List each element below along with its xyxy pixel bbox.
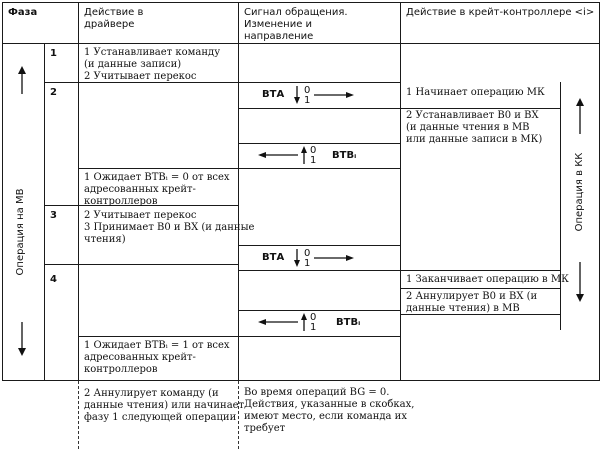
sig3-top (238, 245, 400, 246)
signal2-up-arrow-icon (300, 146, 308, 164)
signal2-name: ВТВᵢ (332, 150, 357, 161)
sig2-top (238, 143, 400, 144)
driver-dash-left (78, 381, 79, 449)
signal-column-line (238, 2, 239, 381)
driver-phase2-wait-text: 1 Ожидает ВТВᵢ = 0 от всех адресованных крейт- контроллеров (84, 172, 230, 207)
signal4-up-arrow-icon (300, 313, 308, 331)
header-phase: Фаза (8, 7, 38, 18)
controller-column-line (400, 2, 401, 381)
ctrl-c3-top (400, 270, 560, 271)
signal4-to: 1 (310, 322, 317, 333)
right-side-column-line (560, 82, 561, 330)
phase3-bottom-line (44, 264, 238, 265)
driver-final-text: 2 Аннулирует команду (и данные чтения) или начинает фазу 1 следующей операции (84, 388, 245, 423)
phase-num-column-line (44, 43, 45, 381)
sig2-bottom (238, 168, 400, 169)
header-signal: Сигнал обращения. Изменение и направление (244, 7, 348, 42)
signal1-to: 1 (304, 95, 311, 106)
driver-phase3-text: 2 Учитывает перекос 3 Принимает В0 и ВХ (и данные чтения) (84, 210, 255, 245)
phase-number-1: 1 (50, 48, 57, 59)
signal3-to: 1 (304, 258, 311, 269)
driver-column-line (78, 2, 79, 381)
left-up-arrow-icon (16, 66, 28, 96)
signal4-left-arrow-icon (258, 318, 298, 326)
signal-note: Во время операций BG = 0. Действия, указанные в скобках, имеют место, если команда их требует (244, 387, 415, 434)
signal1-name: ВТА (262, 89, 285, 100)
signal2-left-arrow-icon (258, 151, 298, 159)
controller-c4-text: 2 Аннулирует В0 и ВХ (и данные чтения) в МВ (406, 291, 538, 314)
signal4-from: 0 (310, 312, 317, 323)
signal4-name: ВТВᵢ (336, 317, 361, 328)
signal1-from: 0 (304, 85, 311, 96)
signal2-to: 1 (310, 155, 317, 166)
right-up-arrow-icon (574, 98, 586, 136)
header-controller-action: Действие в крейт-контроллере <i> (406, 7, 595, 18)
right-side-label: Операция в КК (574, 152, 585, 232)
header-bottom-border (2, 43, 600, 44)
phase-number-3: 3 (50, 210, 57, 221)
driver-wait2-top-line (78, 336, 238, 337)
controller-c1-text: 1 Начинает операцию МК (406, 87, 545, 98)
right-border (599, 2, 600, 381)
top-border (2, 2, 600, 3)
header-driver-action: Действие в драйвере (84, 7, 144, 30)
sig4-top (238, 310, 400, 311)
signal1-down-arrow-icon (293, 86, 301, 104)
bottom-border (2, 380, 600, 381)
right-down-arrow-icon (574, 262, 586, 302)
signal3-right-arrow-icon (314, 254, 354, 262)
controller-c2-text: 2 Устанавливает В0 и ВХ (и данные чтения в МВ или данные записи в МК) (406, 110, 543, 145)
sig1-top (238, 82, 400, 83)
sig4-bottom (238, 336, 400, 337)
left-border (2, 2, 3, 381)
driver-phase1-text: 1 Устанавливает команду (и данные записи) 2 Учитывает перекос (84, 47, 221, 82)
signal3-from: 0 (304, 248, 311, 259)
left-down-arrow-icon (16, 322, 28, 356)
signal3-down-arrow-icon (293, 249, 301, 267)
left-side-label: Операция на МВ (15, 188, 26, 276)
signal2-from: 0 (310, 145, 317, 156)
sig1-bottom (238, 108, 560, 109)
phase-number-2: 2 (50, 87, 57, 98)
sig3-bottom (238, 270, 400, 271)
driver-phase4-wait-text: 1 Ожидает ВТВᵢ = 1 от всех адресованных крейт- контроллеров (84, 340, 230, 375)
ctrl-c3-bottom (400, 288, 560, 289)
phase-number-4: 4 (50, 274, 57, 285)
controller-c3-text: 1 Заканчивает операцию в МК (406, 274, 569, 285)
signal3-name: ВТА (262, 252, 285, 263)
driver-wait-top-line (78, 168, 238, 169)
signal1-right-arrow-icon (314, 91, 354, 99)
